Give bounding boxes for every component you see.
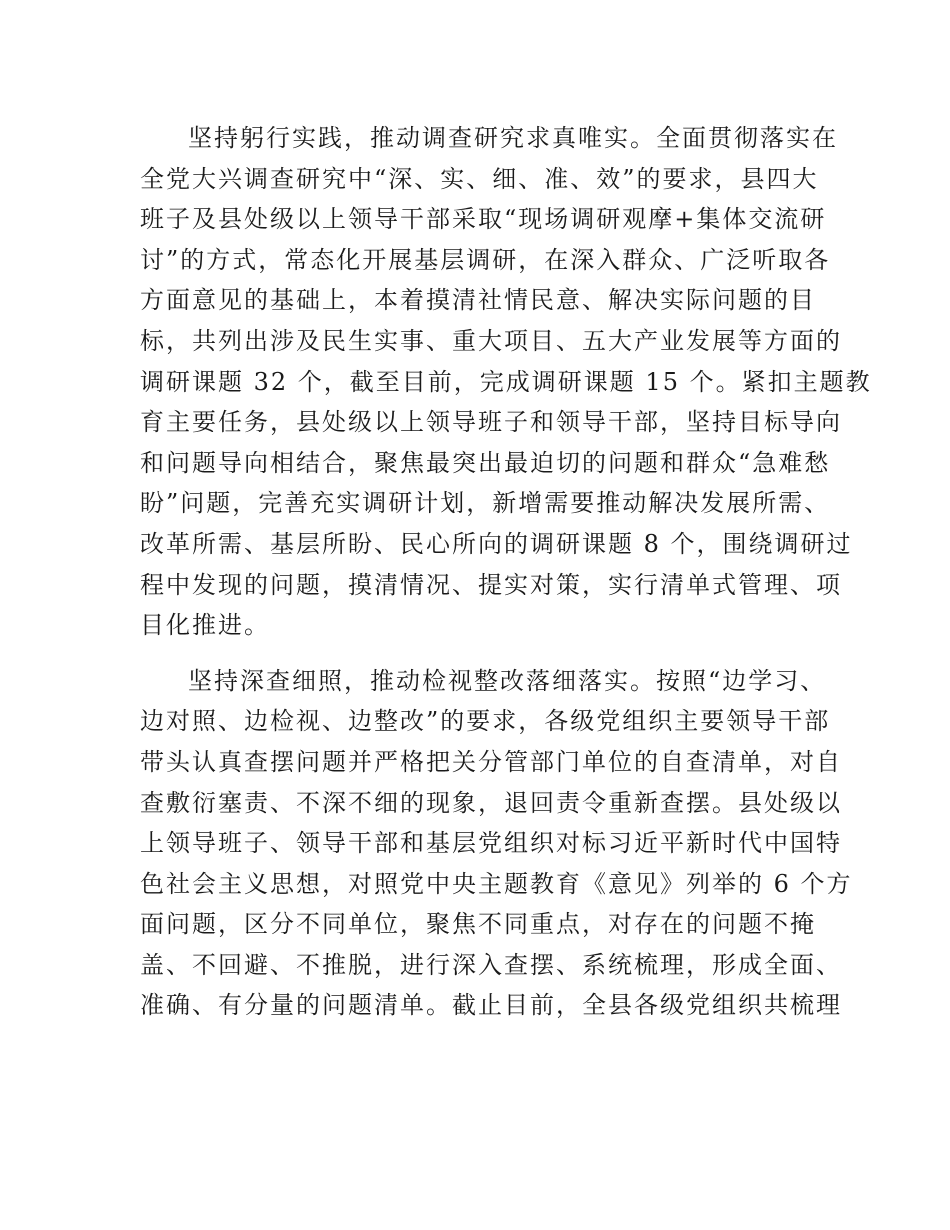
text-line: 坚持躬行实践，推动调查研究求真唯实。全面贯彻落实在 bbox=[188, 124, 838, 152]
document-page bbox=[140, 118, 872, 1026]
text-line: 盼”问题，完善充实调研计划，新增需要推动解决发展所需、 bbox=[140, 489, 831, 518]
text-line: 全党大兴调查研究中“深、实、细、准、效”的要求，县四大 bbox=[140, 164, 819, 193]
text-line: 查敷衍塞责、不深不细的现象，退回责令重新查摆。县处级以 bbox=[140, 788, 842, 817]
text-line: 方面意见的基础上，本着摸清社情民意、解决实际问题的目 bbox=[140, 286, 816, 315]
text-line: 和问题导向相结合，聚焦最突出最迫切的问题和群众“急难愁 bbox=[140, 448, 831, 477]
paragraph-inspection bbox=[140, 661, 853, 1026]
text-line: 改革所需、基层所盼、民心所向的调研课题 8 个，围绕调研过 bbox=[140, 529, 853, 558]
text-line: 育主要任务，县处级以上领导班子和领导干部，坚持目标导向 bbox=[140, 408, 842, 437]
text-line: 准确、有分量的问题清单。截止目前，全县各级党组织共梳理 bbox=[140, 991, 842, 1020]
text-line: 调研课题 32 个，截至目前，完成调研课题 15 个。紧扣主题教 bbox=[140, 367, 872, 396]
text-line: 目化推进。 bbox=[140, 611, 270, 640]
paragraph-research bbox=[140, 118, 872, 646]
text-line: 边对照、边检视、边整改”的要求，各级党组织主要领导干部 bbox=[140, 707, 831, 736]
text-line: 面问题，区分不同单位，聚焦不同重点，对存在的问题不掩 bbox=[140, 910, 816, 939]
text-line: 讨”的方式，常态化开展基层调研，在深入群众、广泛听取各 bbox=[140, 245, 831, 274]
text-line: 程中发现的问题，摸清情况、提实对策，实行清单式管理、项 bbox=[140, 570, 842, 599]
text-line: 色社会主义思想，对照党中央主题教育《意见》列举的 6 个方 bbox=[140, 869, 853, 898]
text-line: 上领导班子、领导干部和基层党组织对标习近平新时代中国特 bbox=[140, 829, 842, 858]
text-line: 班子及县处级以上领导干部采取“现场调研观摩+集体交流研 bbox=[140, 205, 827, 234]
text-line: 坚持深查细照，推动检视整改落细落实。按照“边学习、 bbox=[188, 666, 827, 695]
text-line: 带头认真查摆问题并严格把关分管部门单位的自查清单，对自 bbox=[140, 747, 842, 776]
text-line: 标，共列出涉及民生实事、重大项目、五大产业发展等方面的 bbox=[140, 326, 842, 355]
text-line: 盖、不回避、不推脱，进行深入查摆、系统梳理，形成全面、 bbox=[140, 950, 842, 979]
